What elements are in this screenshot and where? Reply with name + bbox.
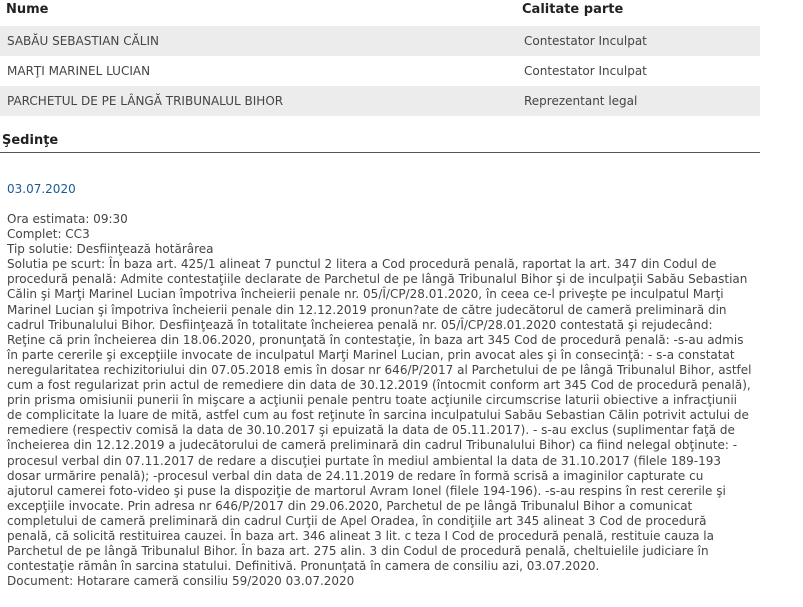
session-date-link[interactable]: 03.07.2020	[7, 182, 76, 196]
section-title-sedinte: Şedinţe	[2, 133, 59, 148]
party-role: Reprezentant legal	[524, 94, 638, 108]
party-name: SABĂU SEBASTIAN CĂLIN	[7, 34, 160, 48]
party-name: PARCHETUL DE PE LÂNGĂ TRIBUNALUL BIHOR	[7, 94, 284, 108]
session-details	[7, 212, 752, 589]
solution-type: Tip solutie: Desfiinţează hotărârea	[7, 242, 214, 257]
party-name: MARŢI MARINEL LUCIAN	[7, 64, 151, 78]
table-row	[0, 26, 760, 56]
parties-table-header	[0, 0, 760, 24]
table-row	[0, 56, 760, 86]
party-role: Contestator Inculpat	[524, 64, 647, 78]
section-divider	[0, 152, 760, 153]
column-header-role: Calitate parte	[522, 2, 624, 17]
session-document: Document: Hotarare cameră consiliu 59/2020 03.07.2020	[7, 574, 355, 589]
solution-summary: Solutia pe scurt: În baza art. 425/1 alineat 7 punctul 2 litera a Cod procedură penală, raportat la art. 347 din Codul de procedură penală: Admite contestaţiile declarate de Parchetul de pe lângă Tribunalul Bihor şi de inculpaţii Sabău Sebastian Călin şi Marţi Marinel Lucian împotriva încheierii penale nr. 05/Î/CP/28.01.2020, în ceea ce-l priveşte pe inculpatul Marţi Marinel Lucian şi împotriva încheierii penale din 12.12.2019 pronun?ate de către judecătorul de cameră preliminară din cadrul Tribunalului Bihor. Desfiinţează în totalitate încheierea penală nr. 05/Î/CP/28.01.2020 contestată şi rejudecând: Reţine că prin încheierea din 18.06.2020, pronunţată în contestaţie, în baza art 345 Cod de procedură penală: -s-au admis în parte cererile şi excepţiile invocate de inculpatul Marţi Marinel Lucian, prin avocat ales şi în consecinţă: - s-a constatat neregularitatea rechizitoriului din 07.05.2018 emis în dosar nr 646/P/2017 al Parchetului de pe lângă Tribunalul Bihor, astfel cum a fost regularizat prin actul de remediere din data de 30.12.2019 (întocmit conform art 345 Cod de procedură penală), prin prisma omisiunii punerii în mişcare a acţiunii penale pentru toate acţiunile circumscrise laturii obiective a infracţiunii de complicitate la luare de mită, astfel cum au fost reţinute în sarcina inculpatului Sabău Sebastian Călin potrivit actului de remediere (respectiv comisă la data de 30.10.2017 şi epuizată la data de 05.11.2017). - s-au exclus (suplimentar faţă de încheierea din 12.12.2019 a judecătorului de cameră preliminară din cadrul Tribunalului Bihor) ca fiind nelegal obţinute: -procesul verbal din 07.11.2017 de redare a discuţiei purtate în mediul ambiental la data de 31.10.2017 (filele 189-193 dosar urmărire penală); -procesul verbal din data de 24.11.2019 de redare în formă scrisă a imaginilor capturate cu ajutorul camerei foto-video şi puse la dispoziţie de martorul Avram Ionel (filele 194-196). -s-au respins în rest cererile şi excepţiile invocate. Prin adresa nr 646/P/2017 din 29.06.2020, Parchetul de pe lângă Tribunalul Bihor a comunicat completului de cameră preliminară din cadrul Curţii de Apel Oradea, în condiţiile art 345 alineat 3 Cod de procedură penală, că solicită restituirea cauzei. În baza art. 346 alineat 3 lit. c teza I Cod de procedură penală, restituie cauza la Parchetul de pe lângă Tribunalul Bihor. În baza art. 275 alin. 3 din Codul de procedură penală, cheltuielile judiciare în contestaţie rămân în sarcina statului. Definitivă. Pronunţată în camera de consiliu azi, 03.07.2020.	[7, 257, 752, 574]
column-header-name: Nume	[6, 2, 49, 17]
party-role: Contestator Inculpat	[524, 34, 647, 48]
session-panel: Complet: CC3	[7, 227, 90, 242]
session-time: Ora estimata: 09:30	[7, 212, 128, 226]
table-row	[0, 86, 760, 116]
